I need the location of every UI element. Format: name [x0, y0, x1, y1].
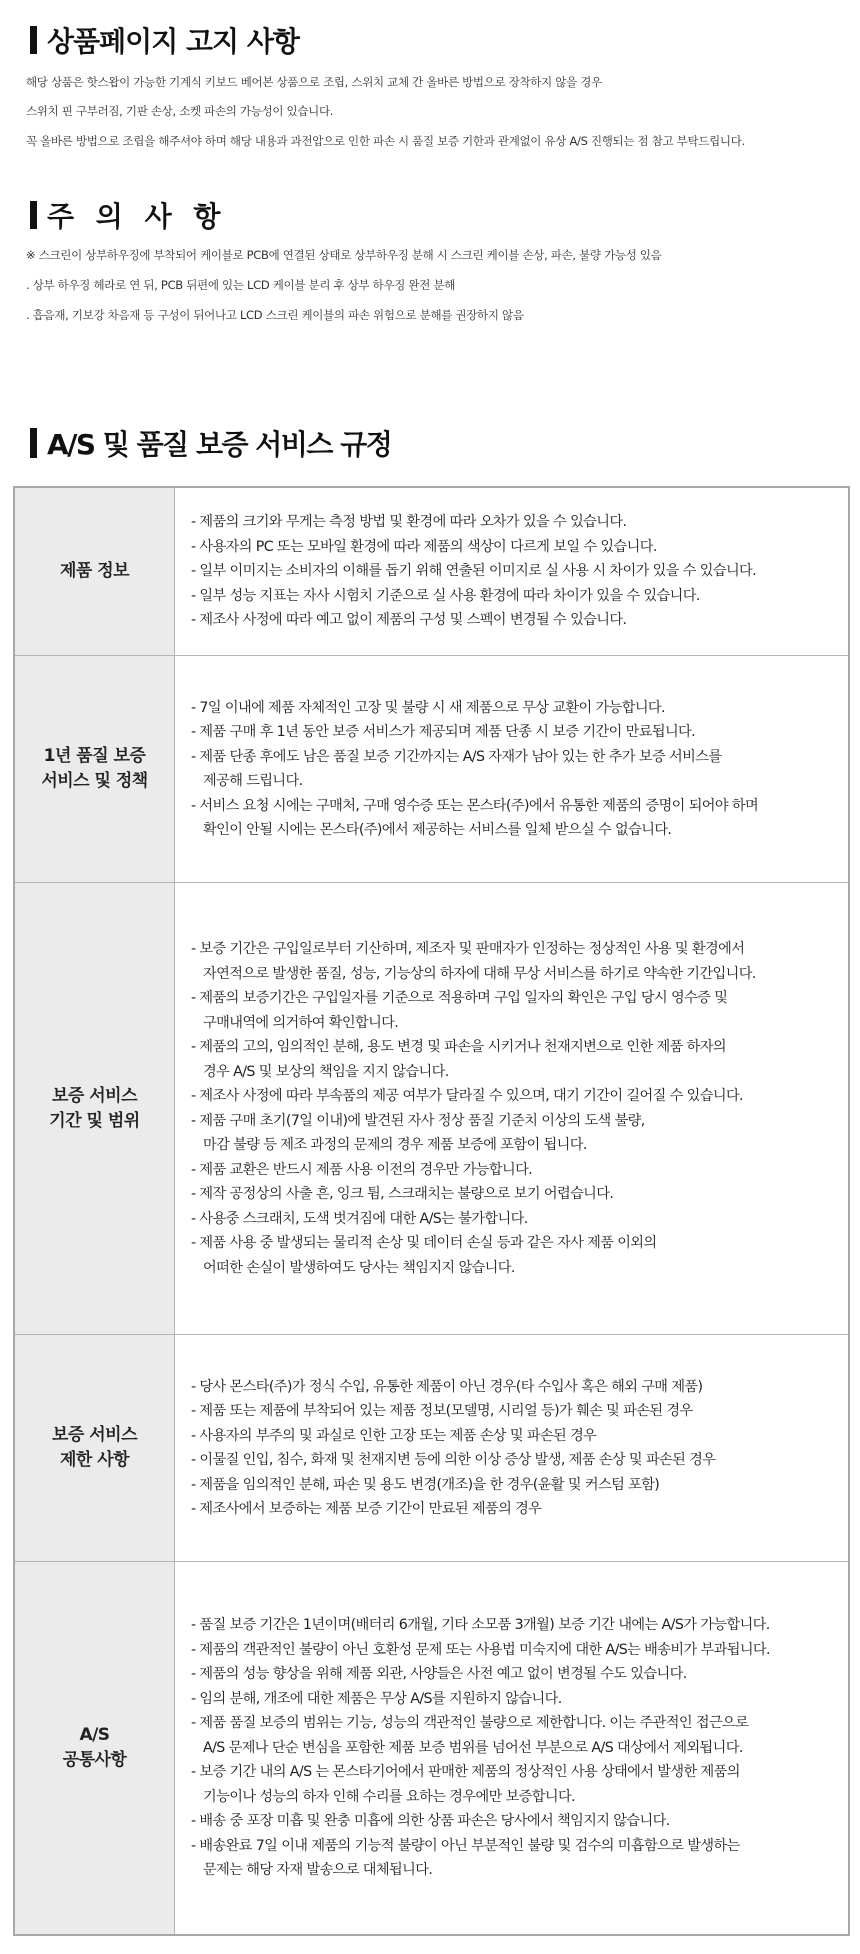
list-item: - 제품을 임의적인 분해, 파손 및 용도 변경(개조)을 한 경우(윤활 및 커스텀 포함) [191, 1476, 660, 1493]
list-item: - 제조사 사정에 따라 예고 없이 제품의 구성 및 스펙이 변경될 수 있습니다. [191, 612, 627, 629]
list-item: - 보증 기간은 구입일로부터 기산하며, 제조자 및 판매자가 인정하는 정상적인 사용 및 환경에서 [191, 941, 745, 957]
title-bar-marker [30, 201, 37, 229]
notice-line-1: 해당 상품은 핫스왑이 가능한 기계식 키보드 베어본 상품으로 조립, 스위치 교체 간 올바른 방법으로 장착하지 않을 경우 [26, 75, 602, 89]
row-label: 보증 서비스 기간 및 범위 [15, 883, 175, 1334]
list-item: - 일부 이미지는 소비자의 이해를 돕기 위해 연출된 이미지로 실 사용 시 차이가 있을 수 있습니다. [191, 563, 757, 580]
row-content [175, 1562, 848, 1934]
list-item: - 제작 공정상의 사출 흔, 잉크 튐, 스크래치는 불량으로 보기 어렵습니다. [191, 1186, 614, 1202]
list-item: - 7일 이내에 제품 자체적인 고장 및 불량 시 새 제품으로 무상 교환이 가능합니다. [191, 699, 665, 716]
policy-row-period-scope [15, 883, 848, 1335]
policy-row-limitations [15, 1335, 848, 1562]
notice-title-text: 상품페이지 고지 사항 [47, 25, 299, 58]
row-label: A/S 공통사항 [15, 1562, 175, 1934]
caution-line-1: ※ 스크린이 상부하우징에 부착되어 케이블로 PCB에 연결된 상태로 상부하우징 분해 시 스크린 케이블 손상, 파손, 불량 가능성 있음 [26, 248, 662, 262]
notice-line-2: 스위치 핀 구부러짐, 기판 손상, 소켓 파손의 가능성이 있습니다. [26, 104, 334, 118]
row-content [175, 883, 848, 1334]
list-item: - 제품 구매 초기(7일 이내)에 발견된 자사 정상 품질 기준치 이상의 도색 불량, [191, 1112, 645, 1129]
list-item: - 일부 성능 지표는 자사 시험치 기준으로 실 사용 환경에 따라 차이가 있을 수 있습니다. [191, 587, 700, 604]
title-bar-marker [30, 428, 37, 458]
list-item: - 제조사에서 보증하는 제품 보증 기간이 만료된 제품의 경우 [191, 1501, 542, 1517]
list-item: 확인이 안될 시에는 몬스타(주)에서 제공하는 서비스를 일체 받으실 수 없습니다. [203, 822, 672, 838]
list-item: - 제품의 크기와 무게는 측정 방법 및 환경에 따라 오차가 있을 수 있습니다. [191, 514, 627, 531]
list-item: - 제품의 고의, 임의적인 분해, 용도 변경 및 파손을 시키거나 천재지변으로 인한 제품 하자의 [191, 1039, 726, 1055]
row-label: 제품 정보 [15, 488, 175, 655]
list-item: - 제품 단종 후에도 남은 품질 보증 기간까지는 A/S 자재가 남아 있는 한 추가 보증 서비스를 [191, 748, 722, 765]
policy-row-product-info [15, 488, 848, 656]
list-item: - 제품 품질 보증의 범위는 기능, 성능의 객관적인 불량으로 제한합니다. 이는 주관적인 접근으로 [191, 1715, 749, 1732]
row-label: 보증 서비스 제한 사항 [15, 1335, 175, 1561]
list-item: - 제품 사용 중 발생되는 물리적 손상 및 데이터 손실 등과 같은 자사 제품 이외의 [191, 1235, 657, 1251]
notice-title [30, 20, 299, 60]
list-item: - 제조사 사정에 따라 부속품의 제공 여부가 달라질 수 있으며, 대기 기간이 길어질 수 있습니다. [191, 1088, 743, 1104]
row-content [175, 488, 848, 655]
list-item: - 제품의 성능 향상을 위해 제품 외관, 사양들은 사전 예고 없이 변경될 수도 있습니다. [191, 1666, 687, 1683]
caution-title-text: 주 의 사 항 [47, 200, 227, 233]
list-item: - 사용자의 부주의 및 과실로 인한 고장 또는 제품 손상 및 파손된 경우 [191, 1427, 597, 1444]
policy-table [13, 486, 850, 1936]
list-item: - 제품의 보증기간은 구입일자를 기준으로 적용하며 구입 일자의 확인은 구입 당시 영수증 및 [191, 990, 728, 1006]
list-item: - 제품 또는 제품에 부착되어 있는 제품 정보(모델명, 시리얼 등)가 훼손 및 파손된 경우 [191, 1403, 693, 1419]
caution-title [30, 195, 226, 235]
policy-row-common [15, 1562, 848, 1934]
list-item: - 제품 구매 후 1년 동안 보증 서비스가 제공되며 제품 단종 시 보증 기간이 만료됩니다. [191, 724, 696, 740]
list-item: - 제품의 객관적인 불량이 아닌 호환성 문제 또는 사용법 미숙지에 대한 A/S는 배송비가 부과됩니다. [191, 1641, 770, 1658]
list-item: - 서비스 요청 시에는 구매처, 구매 영수증 또는 몬스타(주)에서 유통한 제품의 증명이 되어야 하며 [191, 797, 759, 814]
list-item: - 사용중 스크래치, 도색 벗겨짐에 대한 A/S는 불가합니다. [191, 1210, 528, 1227]
list-item: 기능이나 성능의 하자 인해 수리를 요하는 경우에만 보증합니다. [203, 1788, 576, 1805]
row-content [175, 656, 848, 882]
list-item: 어떠한 손실이 발생하여도 당사는 책임지지 않습니다. [203, 1259, 515, 1276]
policy-title [30, 423, 391, 463]
policy-row-warranty [15, 656, 848, 883]
list-item: 구매내역에 의거하여 확인합니다. [203, 1014, 399, 1031]
list-item: - 품질 보증 기간은 1년이며(배터리 6개월, 기타 소모품 3개월) 보증 기간 내에는 A/S가 가능합니다. [191, 1617, 770, 1634]
caution-line-2: . 상부 하우징 헤라로 연 뒤, PCB 뒤편에 있는 LCD 케이블 분리 후 상부 하우징 완전 분해 [26, 278, 456, 292]
list-item: 자연적으로 발생한 품질, 성능, 기능상의 하자에 대해 무상 서비스를 하기로 약속한 기간입니다. [203, 965, 756, 982]
policy-title-text: A/S 및 품질 보증 서비스 규정 [47, 428, 392, 461]
list-item: 문제는 해당 자재 발송으로 대체됩니다. [203, 1862, 433, 1879]
notice-line-3: 꼭 올바른 방법으로 조립을 해주셔야 하며 해당 내용과 과전압으로 인한 파손 시 품질 보증 기한과 관계없이 유상 A/S 진행되는 점 참고 부탁드립니다. [26, 134, 745, 148]
list-item: - 배송완료 7일 이내 제품의 기능적 불량이 아닌 부분적인 불량 및 검수의 미흡함으로 발생하는 [191, 1837, 740, 1854]
list-item: 제공해 드립니다. [203, 773, 303, 789]
row-label: 1년 품질 보증 서비스 및 정책 [15, 656, 175, 882]
list-item: - 이물질 인입, 침수, 화재 및 천재지변 등에 의한 이상 증상 발생, 제품 손상 및 파손된 경우 [191, 1452, 716, 1468]
list-item: 마감 불량 등 제조 과정의 문제의 경우 제품 보증에 포함이 됩니다. [203, 1137, 587, 1153]
list-item: - 보증 기간 내의 A/S 는 몬스타기어에서 판매한 제품의 정상적인 사용 상태에서 발생한 제품의 [191, 1764, 740, 1781]
list-item: - 배송 중 포장 미흡 및 완충 미흡에 의한 상품 파손은 당사에서 책임지지 않습니다. [191, 1813, 670, 1830]
row-content [175, 1335, 848, 1561]
caution-line-3: . 흡음재, 기보강 차음재 등 구성이 뒤어나고 LCD 스크린 케이블의 파손 위험으로 분해를 권장하지 않음 [26, 308, 524, 322]
list-item: - 임의 분해, 개조에 대한 제품은 무상 A/S를 지원하지 않습니다. [191, 1690, 562, 1707]
list-item: - 사용자의 PC 또는 모바일 환경에 따라 제품의 색상이 다르게 보일 수 있습니다. [191, 538, 657, 555]
list-item: 경우 A/S 및 보상의 책임을 지지 않습니다. [203, 1063, 449, 1080]
list-item: - 제품 교환은 반드시 제품 사용 이전의 경우만 가능합니다. [191, 1161, 533, 1178]
title-bar-marker [30, 26, 37, 54]
list-item: A/S 문제나 단순 변심을 포함한 제품 보증 범위를 넘어선 부분으로 A/S 대상에서 제외됩니다. [203, 1739, 743, 1756]
list-item: - 당사 몬스타(주)가 정식 수입, 유통한 제품이 아닌 경우(타 수입사 혹은 해외 구매 제품) [191, 1378, 703, 1395]
